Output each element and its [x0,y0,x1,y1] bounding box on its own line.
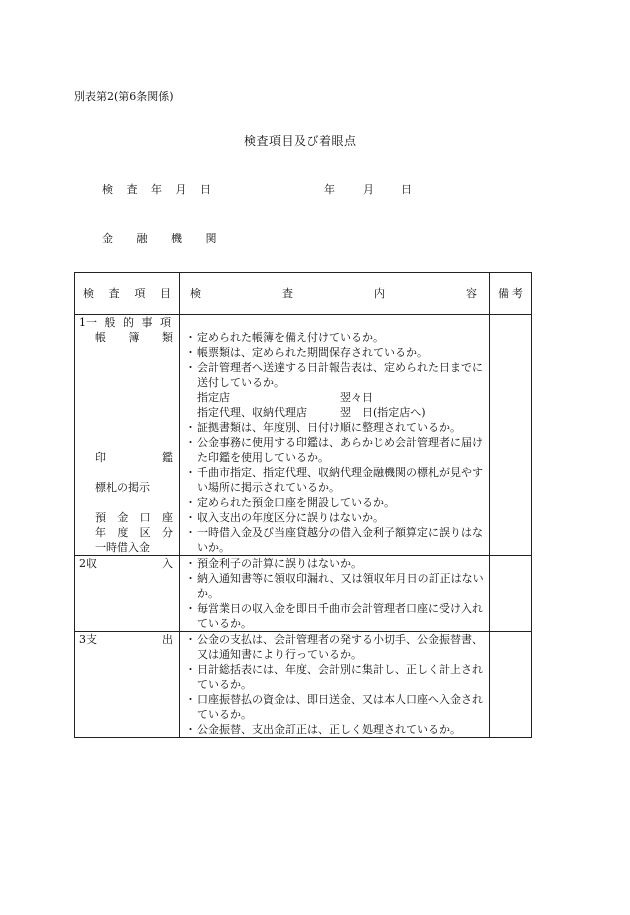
content-bullet [184,345,485,360]
bullet-text: 収入支出の年度区分に誤りはないか。 [197,511,384,524]
item-label: 年 度 区 分 [95,526,173,539]
content-bullet [184,330,485,345]
item-cell [75,556,180,632]
content-subline: 指定店 翌々日 [197,391,373,404]
header-note-char: 備 [498,287,509,300]
content-bullet [184,465,485,495]
header-content-char: 内 [374,287,385,300]
bullet-mark: ・ [185,526,196,539]
bullet-text: 公金振替、支出金訂正は、正しく処理されているか。 [197,723,461,736]
bullet-mark: ・ [185,602,196,615]
content-cell [180,315,490,556]
item-label [75,360,179,375]
item-label [75,420,179,435]
note-cell [490,315,532,556]
bullet-text: 会計管理者へ送達する日計報告表は、定められた日までに送付しているか。 [197,361,483,389]
bullet-mark: ・ [185,496,196,509]
item-label: 1一 般 的 事 項 [79,316,171,329]
bullet-mark: ・ [185,693,196,706]
inspection-table [74,272,532,738]
bullet-mark: ・ [185,436,196,449]
content-bullet [184,692,485,722]
content-bullet [184,420,485,435]
item-label: 標札の掲示 [95,481,150,494]
bullet-mark: ・ [185,346,196,359]
content-bullet [184,435,485,465]
item-label: 一時借入金 [95,541,150,554]
content-bullet [184,662,485,692]
item-label [75,465,179,480]
note-cell [490,556,532,632]
content-bullet [184,722,485,737]
bullet-mark: ・ [185,557,196,570]
content-bullet [184,571,485,601]
bullet-mark: ・ [185,723,196,736]
header-item [75,273,180,315]
content-bullet [184,556,485,571]
header-item-char: 項 [134,287,146,300]
item-label [75,435,179,450]
item-label [75,375,179,390]
bullet-mark: ・ [185,511,196,524]
bullet-mark: ・ [185,331,196,344]
item-label [75,405,179,420]
bullet-text: 千曲市指定、指定代理、収納代理金融機関の標札が見やすい場所に掲示されているか。 [197,466,483,494]
item-cell [75,632,180,738]
header-note-char: 考 [512,287,523,300]
bullet-mark: ・ [185,633,196,646]
header-item-char: 検 [83,287,94,300]
content-subline: 指定代理、収納代理店 翌 日(指定店へ) [197,406,426,419]
bullet-text: 納入通知書等に領収印漏れ、又は領収年月日の訂正はないか。 [197,572,484,600]
header-content-char: 検 [190,287,201,300]
item-label [75,390,179,405]
bullet-mark: ・ [185,572,196,585]
content-bullet [184,495,485,510]
header-content [180,273,490,315]
content-bullet [184,601,485,631]
inspection-day-label: 日 [401,183,412,196]
inspection-month-label: 月 [363,183,374,196]
financial-institution-label: 金 融 機 関 [102,232,217,245]
header-note [490,273,532,315]
item-label: 帳 簿 類 [95,331,173,344]
item-cell [75,315,180,556]
bullet-text: 公金の支払は、会計管理者の発する小切手、公金振替書、又は通知書により行っているか。 [197,633,483,661]
bullet-mark: ・ [185,466,196,479]
bullet-text: 定められた預金口座を開設しているか。 [197,496,395,509]
document-title: 検査項目及び着眼点 [244,134,357,148]
content-bullet [184,360,485,390]
item-label: 2収 入 [79,557,173,570]
header-content-char: 容 [466,287,477,300]
content-cell [180,556,490,632]
bullet-text: 帳票類は、定められた期間保存されているか。 [197,346,428,359]
bullet-text: 証拠書類は、年度別、日付け順に整理されているか。 [197,421,461,434]
bullet-text: 公金事務に使用する印鑑は、あらかじめ会計管理者に届けた印鑑を使用しているか。 [197,436,483,464]
item-label: 3支 出 [79,633,173,646]
header-item-char: 査 [108,287,120,300]
content-cell [180,632,490,738]
content-bullet [184,510,485,525]
bullet-mark: ・ [185,361,196,374]
table-row [75,632,532,738]
bullet-text: 毎営業日の収入金を即日千曲市会計管理者口座に受け入れているか。 [197,602,483,630]
bullet-text: 一時借入金及び当座貸越分の借入金利子額算定に誤りはないか。 [197,526,483,554]
item-label: 預 金 口 座 [95,511,173,524]
document-reference: 別表第2(第6条関係) [74,90,174,103]
inspection-year-label: 年 [324,183,335,196]
bullet-text: 定められた帳簿を備え付けているか。 [197,331,384,344]
table-row [75,556,532,632]
table-header-row [75,273,532,315]
header-item-char: 目 [159,287,171,300]
inspection-date-label: 検 査 年 月 日 [102,183,211,196]
bullet-text: 日計総括表には、年度、会計別に集計し、正しく計上されているか。 [197,663,483,691]
bullet-mark: ・ [185,421,196,434]
table-row [75,315,532,556]
bullet-mark: ・ [185,663,196,676]
item-label: 印 鑑 [95,451,173,464]
bullet-text: 口座振替払の資金は、即日送金、又は本人口座へ入金されているか。 [197,693,483,721]
content-bullet [184,632,485,662]
item-label [75,495,179,510]
content-bullet [184,525,485,555]
item-label [75,345,179,360]
header-content-char: 査 [282,287,293,300]
note-cell [490,632,532,738]
bullet-text: 預金利子の計算に誤りはないか。 [197,557,362,570]
